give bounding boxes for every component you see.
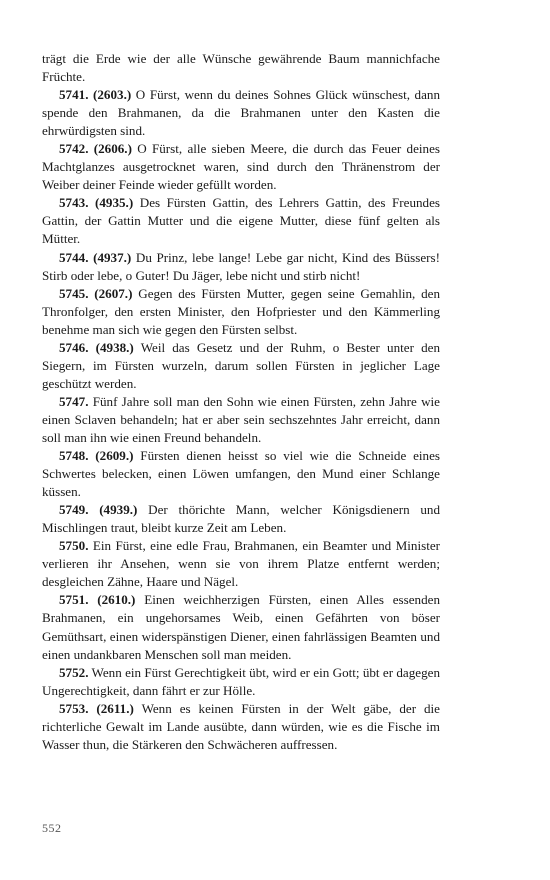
- entry-text: Gegen des Fürsten Mutter, gegen seine Gemahlin, den Thronfolger, den ersten Minister, den Hofpriester und den Kämmerling benehme man sich wie gegen den Fürsten selbst.: [42, 285, 440, 337]
- entry-text: Wenn es keinen Fürsten in der Welt gäbe, der die richterliche Gewalt im Lande ausübte, dann würden, wie es die Fische im Wasser thun, die Stärkeren den Schwächeren auffressen.: [42, 700, 440, 752]
- entry-5753: [42, 700, 440, 754]
- entry-5746: [42, 339, 440, 393]
- entry-text: Ein Fürst, eine edle Frau, Brahmanen, ein Beamter und Minister verlieren ihr Ansehen, wenn sie von ihrem Platze entfernt werden; desgleichen Zähne, Haare und Nägel.: [42, 538, 441, 590]
- entry-text: O Fürst, alle sieben Meere, die durch das Feuer deines Machtglanzes ausgetrocknet waren, sind durch den Thränenstrom der Weiber deiner Feinde wieder gefüllt worden.: [42, 141, 441, 193]
- entry-number: 5752.: [59, 664, 89, 680]
- entry-5748: [42, 447, 440, 501]
- entry-text: Wenn ein Fürst Gerechtigkeit übt, wird er ein Gott; übt er dagegen Ungerechtigkeit, dann fährt er zur Hölle.: [42, 664, 440, 698]
- entry-5741: [42, 86, 440, 140]
- entry-text: Fünf Jahre soll man den Sohn wie einen Fürsten, zehn Jahre wie einen Sclaven behandeln; hat er aber sein sechszehntes Jahr erreicht, dann soll man ihn wie einen Freund behandeln.: [42, 393, 440, 445]
- entry-number: 5753. (2611.): [59, 700, 134, 716]
- entry-number: 5742. (2606.): [59, 141, 132, 157]
- entry-5751: [42, 591, 440, 663]
- entry-5749: [42, 501, 440, 537]
- body-text: [42, 50, 440, 754]
- entry-number: 5750.: [59, 538, 89, 554]
- entry-text: Du Prinz, lebe lange! Lebe gar nicht, Kind des Büssers! Stirb oder lebe, o Guter! Du Jäger, lebe nicht und stirb nicht!: [42, 249, 440, 283]
- entry-text: Der thörichte Mann, welcher Königsdienern und Mischlingen traut, bleibt kurze Zeit am Leben.: [42, 502, 440, 536]
- entry-5747: [42, 393, 440, 447]
- entry-number: 5741. (2603.): [59, 87, 132, 103]
- entry-text: Fürsten dienen heisst so viel wie die Schneide eines Schwertes belecken, einen Löwen umfangen, den Mund einer Schlange küssen.: [42, 448, 440, 500]
- entry-5745: [42, 285, 440, 339]
- entry-number: 5744. (4937.): [59, 249, 132, 265]
- entry-number: 5751. (2610.): [59, 592, 136, 608]
- entry-number: 5747.: [59, 393, 89, 409]
- entry-5743: [42, 194, 440, 248]
- entry-5752: [42, 664, 440, 700]
- entry-number: 5745. (2607.): [59, 285, 133, 301]
- opening-paragraph: trägt die Erde wie der alle Wünsche gewährende Baum mannichfache Früchte.: [42, 51, 440, 85]
- entry-5742: [42, 140, 440, 194]
- page-number: 552: [42, 821, 62, 835]
- entry-5750: [42, 537, 440, 591]
- entry-5744: [42, 249, 440, 285]
- entry-number: 5746. (4938.): [59, 339, 134, 355]
- entry-number: 5749. (4939.): [59, 502, 138, 518]
- entry-text: Des Fürsten Gattin, des Lehrers Gattin, des Freundes Gattin, der Gattin Mutter und die eigene Mutter, diese fünf gelten als Mütter.: [42, 195, 441, 247]
- entry-text: O Fürst, wenn du deines Sohnes Glück wünschest, dann spende den Brahmanen, da die Brahmanen unter den Kasten die ehrwürdigsten sind.: [42, 87, 440, 139]
- entry-text: Weil das Gesetz und der Ruhm, o Bester unter den Siegern, im Fürsten wurzeln, darum sollen Fürsten in jeglicher Lage geschützt werden.: [42, 339, 440, 391]
- entry-text: Einen weichherzigen Fürsten, einen Alles essenden Brahmanen, ein ungehorsames Weib, einen Gefährten von böser Gemüthsart, einen widerspänstigen Diener, einen fahrlässigen Beamten und einen undankbaren Menschen soll man meiden.: [42, 592, 441, 662]
- entry-number: 5743. (4935.): [59, 195, 134, 211]
- entry-number: 5748. (2609.): [59, 448, 134, 464]
